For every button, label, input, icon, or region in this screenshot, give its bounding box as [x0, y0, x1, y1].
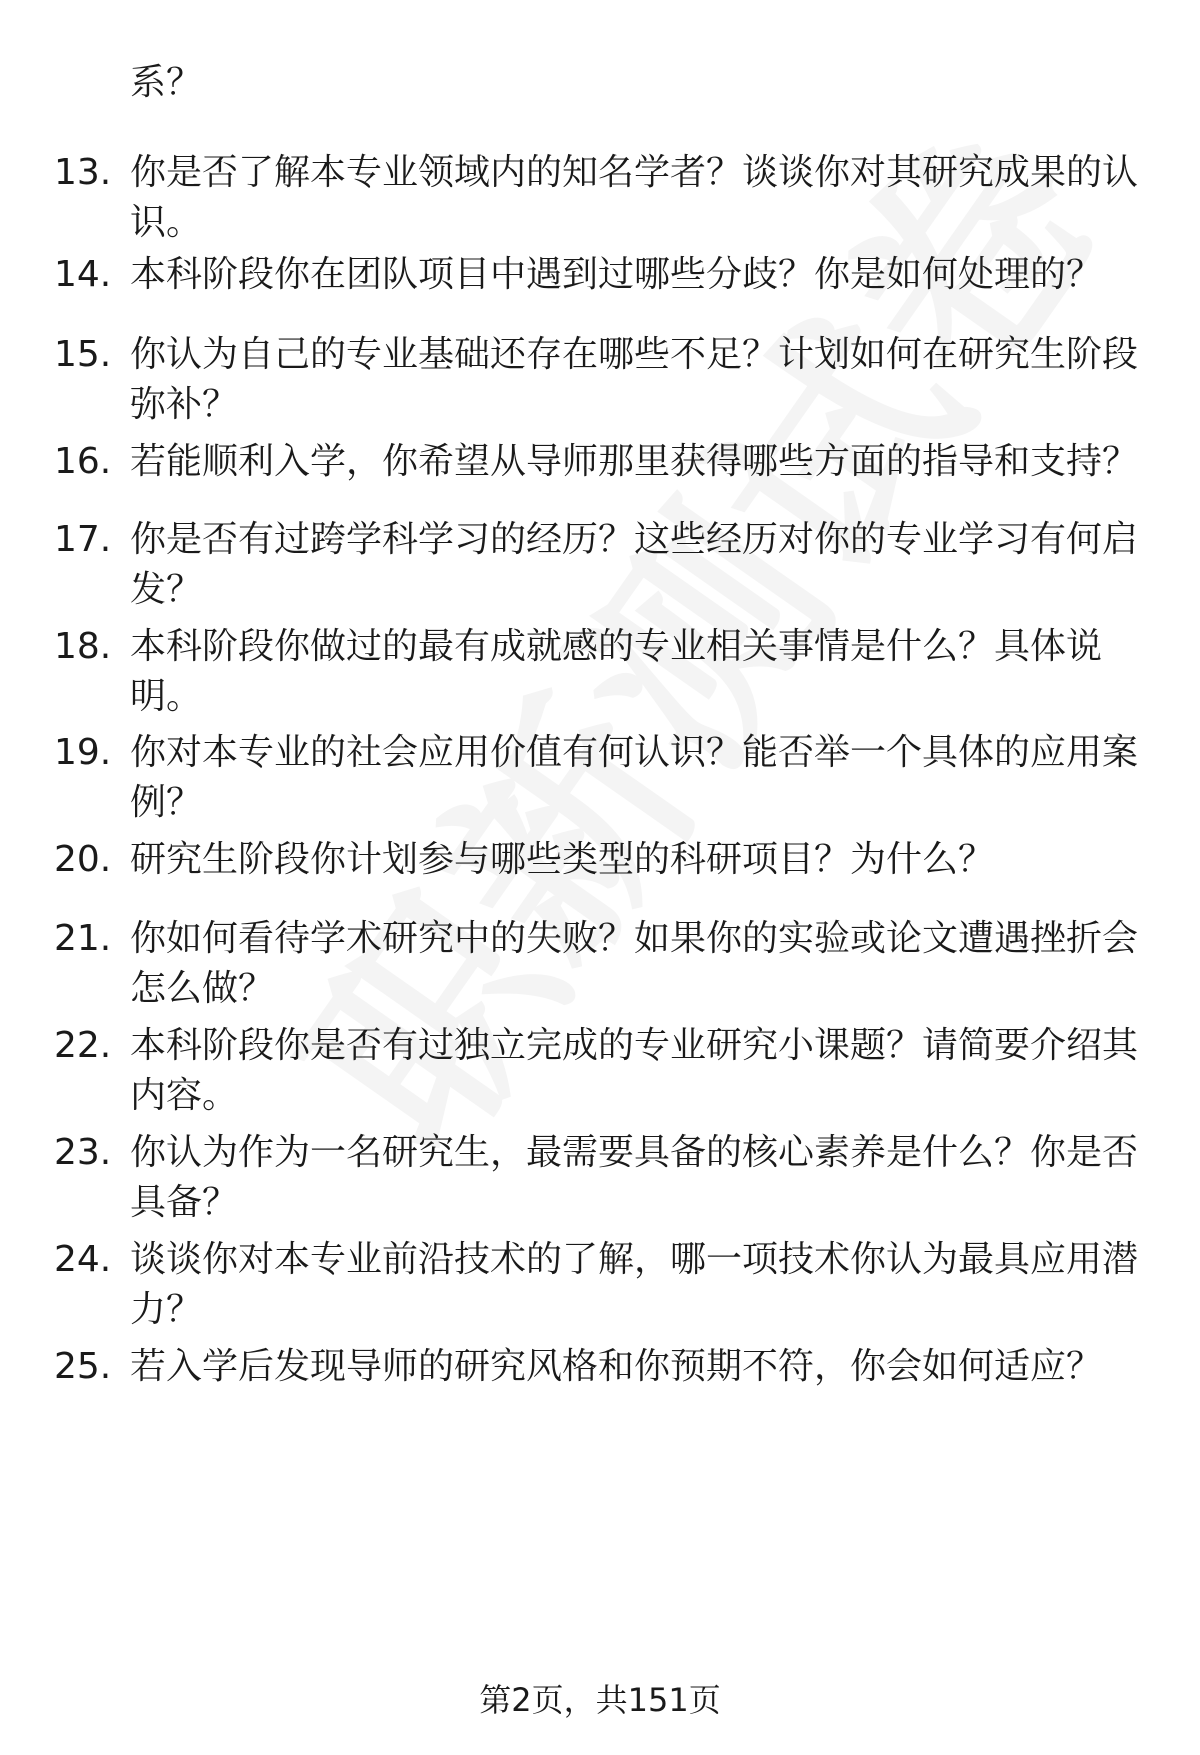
question-text: 你认为作为一名研究生，最需要具备的核心素养是什么？你是否具备？ — [130, 1132, 1139, 1223]
question-number: 21. — [54, 918, 112, 959]
question-number: 14. — [54, 254, 112, 295]
question-text: 你如何看待学术研究中的失败？如果你的实验或论文遭遇挫折会怎么做？ — [130, 918, 1139, 1009]
question-number: 25. — [54, 1346, 112, 1387]
question-text: 谈谈你对本专业前沿技术的了解，哪一项技术你认为最具应用潜力？ — [130, 1239, 1139, 1330]
continuation-text: 系？ — [130, 62, 203, 103]
question-number: 18. — [54, 626, 112, 667]
question-number: 15. — [54, 334, 112, 375]
question-number: 19. — [54, 732, 112, 773]
question-number: 24. — [54, 1239, 112, 1280]
question-number: 20. — [54, 839, 112, 880]
question-text: 本科阶段你在团队项目中遇到过哪些分歧？你是如何处理的？ — [130, 254, 1103, 295]
question-text: 本科阶段你是否有过独立完成的专业研究小课题？请简要介绍其内容。 — [130, 1025, 1139, 1116]
question-text: 你对本专业的社会应用价值有何认识？能否举一个具体的应用案例？ — [130, 732, 1139, 823]
question-number: 16. — [54, 441, 112, 482]
question-text: 你是否了解本专业领域内的知名学者？谈谈你对其研究成果的认识。 — [130, 152, 1139, 243]
question-text: 你认为自己的专业基础还存在哪些不足？计划如何在研究生阶段弥补？ — [130, 334, 1139, 425]
question-text: 本科阶段你做过的最有成就感的专业相关事情是什么？具体说明。 — [130, 626, 1103, 717]
question-number: 13. — [54, 152, 112, 193]
question-number: 17. — [54, 519, 112, 560]
question-number: 22. — [54, 1025, 112, 1066]
question-text: 研究生阶段你计划参与哪些类型的科研项目？为什么？ — [130, 839, 995, 880]
page-footer: 第2页，共151页 — [479, 1681, 721, 1719]
question-text: 你是否有过跨学科学习的经历？这些经历对你的专业学习有何启发？ — [130, 519, 1139, 610]
question-text: 若能顺利入学，你希望从导师那里获得哪些方面的指导和支持？ — [130, 441, 1139, 482]
question-number: 23. — [54, 1132, 112, 1173]
question-text: 若入学后发现导师的研究风格和你预期不符，你会如何适应？ — [130, 1346, 1103, 1387]
